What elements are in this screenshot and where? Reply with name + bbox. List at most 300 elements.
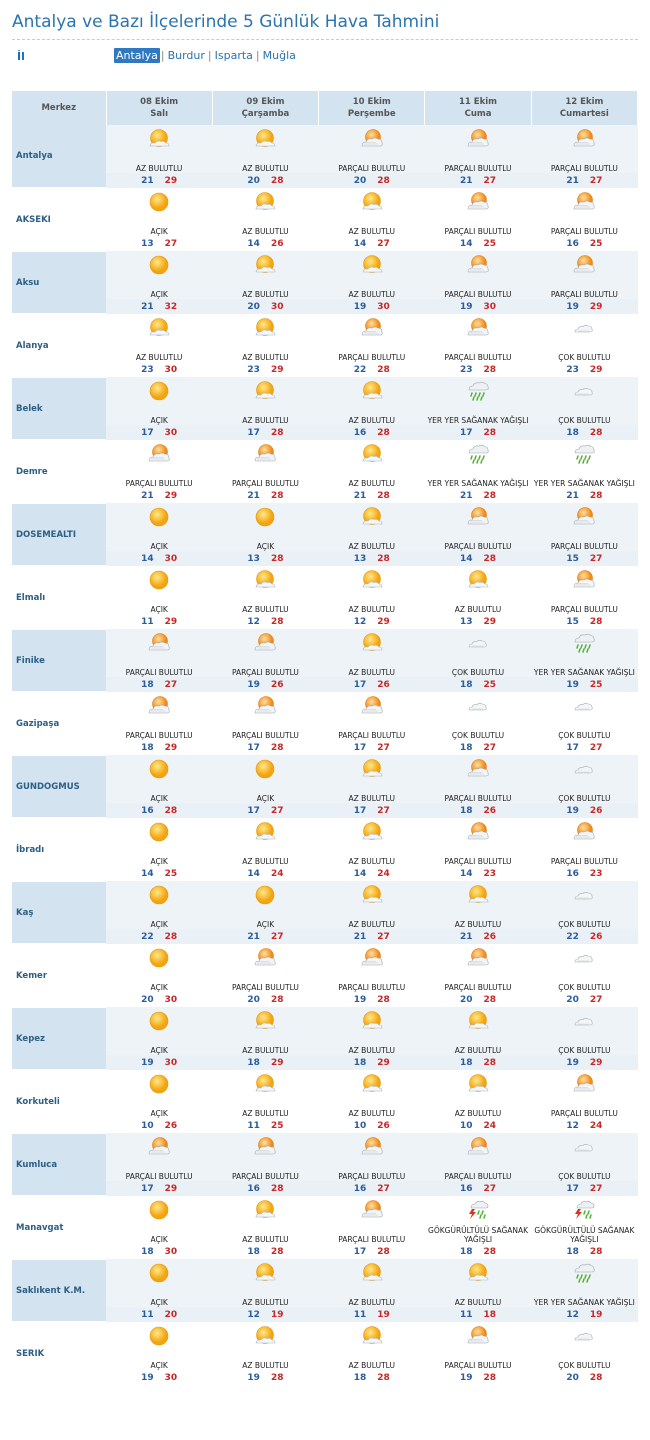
partly-sun-icon xyxy=(106,314,212,342)
forecast-table xyxy=(12,91,638,1386)
cloud-icon xyxy=(531,314,637,342)
city-name: Antalya xyxy=(12,125,106,188)
header-day xyxy=(531,91,637,125)
table-row xyxy=(12,503,638,566)
max-temp: 28 xyxy=(377,364,390,375)
partly-sun-icon xyxy=(106,125,212,153)
min-temp: 18 xyxy=(460,679,473,690)
header-day xyxy=(319,91,425,125)
max-temp: 29 xyxy=(164,175,178,186)
forecast-cell xyxy=(319,1133,425,1196)
forecast-cell xyxy=(531,377,637,440)
condition-text: AÇIK xyxy=(256,794,275,803)
max-temp: 29 xyxy=(377,1057,390,1068)
condition-text: AZ BULUTLU xyxy=(348,416,395,425)
max-temp: 30 xyxy=(164,1372,178,1383)
cloud-sun-icon xyxy=(106,692,212,720)
province-link-isparta[interactable]: Isparta xyxy=(214,49,253,62)
forecast-cell xyxy=(531,440,637,503)
condition-text: PARÇALI BULUTLU xyxy=(550,605,618,614)
min-temp: 12 xyxy=(247,1309,260,1320)
max-temp: 25 xyxy=(589,679,603,690)
city-name: Finike xyxy=(12,629,106,692)
condition-text: AZ BULUTLU xyxy=(242,1298,289,1307)
cloud-sun-icon xyxy=(319,1196,425,1224)
header-date: 11 Ekim xyxy=(459,97,498,107)
min-temp: 19 xyxy=(141,1372,154,1383)
condition-text: PARÇALI BULUTLU xyxy=(125,668,193,677)
min-temp: 22 xyxy=(141,931,154,942)
condition-text: AZ BULUTLU xyxy=(454,1298,502,1307)
condition-text: PARÇALI BULUTLU xyxy=(231,731,299,740)
condition-text: PARÇALI BULUTLU xyxy=(444,794,512,803)
forecast-cell xyxy=(106,1322,212,1385)
condition-text: AÇIK xyxy=(150,920,168,929)
city-name: Aksu xyxy=(12,251,106,314)
condition-text: PARÇALI BULUTLU xyxy=(550,857,618,866)
cloud-icon xyxy=(531,881,637,909)
city-name: Demre xyxy=(12,440,106,503)
province-link-mugla[interactable]: Muğla xyxy=(262,49,296,62)
condition-text: AÇIK xyxy=(150,227,168,236)
condition-text: AZ BULUTLU xyxy=(242,1361,289,1370)
sun-icon xyxy=(212,503,318,531)
forecast-cell xyxy=(425,125,531,188)
condition-text: AZ BULUTLU xyxy=(135,353,183,362)
min-temp: 20 xyxy=(353,175,367,186)
condition-text: YER YER SAĞANAK YAĞIŞLI xyxy=(427,416,529,425)
sun-icon xyxy=(106,1259,212,1287)
forecast-cell xyxy=(319,818,425,881)
max-temp: 32 xyxy=(164,301,178,312)
min-temp: 23 xyxy=(566,364,579,375)
table-row xyxy=(12,1259,638,1322)
province-separator: | xyxy=(207,49,212,62)
partly-sun-icon xyxy=(212,1070,318,1098)
partly-sun-icon xyxy=(319,440,425,468)
min-temp: 14 xyxy=(141,868,154,879)
forecast-cell xyxy=(531,818,637,881)
sun-icon xyxy=(212,755,318,783)
table-row xyxy=(12,440,638,503)
table-row xyxy=(12,1196,638,1259)
condition-text: AZ BULUTLU xyxy=(242,1235,289,1244)
condition-text: AZ BULUTLU xyxy=(242,227,289,236)
condition-text: PARÇALI BULUTLU xyxy=(125,1172,193,1181)
max-temp: 23 xyxy=(483,868,497,879)
city-name: Alanya xyxy=(12,314,106,377)
thunderstorm-icon xyxy=(531,1196,637,1224)
condition-text: AZ BULUTLU xyxy=(135,164,183,173)
min-temp: 18 xyxy=(460,742,473,753)
province-separator: | xyxy=(255,49,260,62)
condition-text: YER YER SAĞANAK YAĞIŞLI xyxy=(533,668,635,677)
min-temp: 10 xyxy=(141,1120,154,1131)
condition-text: AÇIK xyxy=(150,1109,168,1118)
condition-text: ÇOK BULUTLU xyxy=(558,731,611,740)
forecast-cell xyxy=(425,1133,531,1196)
max-temp: 29 xyxy=(270,1057,284,1068)
max-temp: 18 xyxy=(483,1309,497,1320)
rain-icon xyxy=(425,440,531,468)
forecast-cell xyxy=(425,1070,531,1133)
forecast-cell xyxy=(531,1322,637,1385)
min-temp: 21 xyxy=(141,490,154,501)
condition-text: AZ BULUTLU xyxy=(242,857,289,866)
condition-text: AZ BULUTLU xyxy=(454,605,502,614)
max-temp: 27 xyxy=(483,175,497,186)
max-temp: 27 xyxy=(164,679,178,690)
city-name: Korkuteli xyxy=(12,1070,106,1133)
city-name: İbradı xyxy=(12,818,106,881)
sun-icon xyxy=(106,188,212,216)
condition-text: PARÇALI BULUTLU xyxy=(444,290,512,299)
max-temp: 29 xyxy=(164,742,178,753)
max-temp: 24 xyxy=(377,868,390,879)
forecast-cell xyxy=(212,881,318,944)
table-row xyxy=(12,1133,638,1196)
city-name: Manavgat xyxy=(12,1196,106,1259)
condition-text: AZ BULUTLU xyxy=(242,290,289,299)
province-separator: | xyxy=(160,49,165,62)
table-header-row xyxy=(12,91,638,125)
page-title: Antalya ve Bazı İlçelerinde 5 Günlük Hava Tahmini xyxy=(12,12,440,32)
forecast-cell xyxy=(106,944,212,1007)
max-temp: 29 xyxy=(164,616,178,627)
min-temp: 18 xyxy=(460,805,473,816)
table-row xyxy=(12,881,638,944)
max-temp: 29 xyxy=(483,616,497,627)
max-temp: 28 xyxy=(589,427,603,438)
rain-icon xyxy=(531,440,637,468)
forecast-cell xyxy=(212,314,318,377)
table-row xyxy=(12,755,638,818)
forecast-cell xyxy=(531,881,637,944)
forecast-cell xyxy=(531,503,637,566)
max-temp: 27 xyxy=(164,238,178,249)
sun-icon xyxy=(106,251,212,279)
forecast-cell xyxy=(425,377,531,440)
forecast-cell xyxy=(212,944,318,1007)
condition-text: ÇOK BULUTLU xyxy=(558,1046,611,1055)
min-temp: 14 xyxy=(460,238,473,249)
forecast-cell xyxy=(319,314,425,377)
partly-sun-icon xyxy=(212,188,318,216)
cloud-icon xyxy=(531,692,637,720)
forecast-cell xyxy=(425,1007,531,1070)
forecast-cell xyxy=(319,944,425,1007)
cloud-sun-icon xyxy=(531,818,637,846)
sun-icon xyxy=(106,1322,212,1350)
partly-sun-icon xyxy=(319,818,425,846)
condition-text: ÇOK BULUTLU xyxy=(558,416,611,425)
condition-text: AZ BULUTLU xyxy=(242,1109,289,1118)
partly-sun-icon xyxy=(212,566,318,594)
condition-text: PARÇALI BULUTLU xyxy=(444,857,512,866)
forecast-cell xyxy=(212,1070,318,1133)
condition-text: PARÇALI BULUTLU xyxy=(444,353,512,362)
max-temp: 28 xyxy=(589,490,603,501)
condition-text: PARÇALI BULUTLU xyxy=(231,983,299,992)
header-weekday: Perşembe xyxy=(347,109,396,119)
city-name: GUNDOGMUS xyxy=(12,755,106,818)
min-temp: 12 xyxy=(247,616,260,627)
max-temp: 29 xyxy=(589,364,603,375)
forecast-cell xyxy=(212,818,318,881)
sun-icon xyxy=(106,881,212,909)
min-temp: 14 xyxy=(247,238,260,249)
cloud-sun-icon xyxy=(319,1133,425,1161)
partly-sun-icon xyxy=(425,1070,531,1098)
condition-text: PARÇALI BULUTLU xyxy=(231,668,299,677)
min-temp: 11 xyxy=(141,616,154,627)
city-name: Gazipaşa xyxy=(12,692,106,755)
min-temp: 18 xyxy=(566,427,579,438)
forecast-cell xyxy=(425,629,531,692)
city-name: DOSEMEALTI xyxy=(12,503,106,566)
cloud-icon xyxy=(531,1322,637,1350)
forecast-cell xyxy=(425,1196,531,1259)
max-temp: 25 xyxy=(270,1120,284,1131)
sun-icon xyxy=(106,1196,212,1224)
condition-text: ÇOK BULUTLU xyxy=(558,794,611,803)
forecast-cell xyxy=(319,629,425,692)
condition-text: AZ BULUTLU xyxy=(242,416,289,425)
condition-text: PARÇALI BULUTLU xyxy=(125,731,193,740)
cloud-sun-icon xyxy=(531,566,637,594)
sun-icon xyxy=(212,881,318,909)
max-temp: 30 xyxy=(483,301,497,312)
max-temp: 26 xyxy=(377,679,390,690)
cloud-sun-icon xyxy=(531,1070,637,1098)
min-temp: 13 xyxy=(460,616,473,627)
forecast-cell xyxy=(425,755,531,818)
forecast-cell xyxy=(106,125,212,188)
min-temp: 20 xyxy=(566,994,579,1005)
forecast-cell xyxy=(425,881,531,944)
forecast-cell xyxy=(531,692,637,755)
condition-text: PARÇALI BULUTLU xyxy=(338,731,406,740)
condition-text: PARÇALI BULUTLU xyxy=(444,164,512,173)
max-temp: 26 xyxy=(270,679,284,690)
forecast-cell xyxy=(106,755,212,818)
forecast-cell xyxy=(319,125,425,188)
min-temp: 21 xyxy=(353,931,367,942)
min-temp: 19 xyxy=(247,1372,260,1383)
cloud-sun-icon xyxy=(106,440,212,468)
min-temp: 16 xyxy=(141,805,154,816)
max-temp: 19 xyxy=(270,1309,284,1320)
max-temp: 28 xyxy=(377,427,390,438)
max-temp: 30 xyxy=(164,427,178,438)
forecast-cell xyxy=(531,629,637,692)
partly-sun-icon xyxy=(212,1259,318,1287)
min-temp: 21 xyxy=(353,490,367,501)
forecast-cell xyxy=(319,1196,425,1259)
min-temp: 19 xyxy=(353,994,367,1005)
forecast-cell xyxy=(106,566,212,629)
min-temp: 22 xyxy=(353,364,367,375)
table-row xyxy=(12,251,638,314)
condition-text: AZ BULUTLU xyxy=(348,290,395,299)
min-temp: 17 xyxy=(353,742,367,753)
forecast-cell xyxy=(106,1196,212,1259)
max-temp: 28 xyxy=(270,1372,284,1383)
forecast-cell xyxy=(106,251,212,314)
condition-text: YER YER SAĞANAK YAĞIŞLI xyxy=(427,479,529,488)
max-temp: 19 xyxy=(589,1309,603,1320)
min-temp: 14 xyxy=(353,868,367,879)
cloud-sun-icon xyxy=(319,944,425,972)
max-temp: 28 xyxy=(483,364,497,375)
condition-text: AÇIK xyxy=(150,542,168,551)
min-temp: 19 xyxy=(141,1057,154,1068)
forecast-cell xyxy=(106,314,212,377)
max-temp: 26 xyxy=(589,931,603,942)
min-temp: 19 xyxy=(460,1372,473,1383)
condition-text: PARÇALI BULUTLU xyxy=(338,1172,406,1181)
table-row xyxy=(12,1007,638,1070)
cloud-sun-icon xyxy=(106,629,212,657)
condition-text: AZ BULUTLU xyxy=(348,920,395,929)
condition-text: AZ BULUTLU xyxy=(348,605,395,614)
condition-text: ÇOK BULUTLU xyxy=(558,1172,611,1181)
min-temp: 12 xyxy=(566,1309,579,1320)
header-weekday: Salı xyxy=(150,109,168,119)
min-temp: 10 xyxy=(353,1120,367,1131)
condition-text: PARÇALI BULUTLU xyxy=(444,983,512,992)
max-temp: 28 xyxy=(483,1057,497,1068)
max-temp: 28 xyxy=(483,490,497,501)
min-temp: 16 xyxy=(460,1183,473,1194)
cloud-sun-icon xyxy=(425,1322,531,1350)
min-temp: 18 xyxy=(353,1057,367,1068)
max-temp: 27 xyxy=(589,175,603,186)
min-temp: 18 xyxy=(141,679,154,690)
forecast-cell xyxy=(531,755,637,818)
rain-icon xyxy=(531,1259,637,1287)
forecast-cell xyxy=(106,1070,212,1133)
condition-text: GÖKGÜRÜLTÜLÜ SAĞANAK YAĞIŞLI xyxy=(428,1226,529,1244)
condition-text: YER YER SAĞANAK YAĞIŞLI xyxy=(533,479,635,488)
forecast-cell xyxy=(531,1196,637,1259)
forecast-cell xyxy=(319,1322,425,1385)
title-divider xyxy=(12,39,638,40)
forecast-cell xyxy=(425,440,531,503)
max-temp: 28 xyxy=(377,1246,390,1257)
province-link-antalya[interactable]: Antalya xyxy=(116,49,158,62)
min-temp: 20 xyxy=(247,175,260,186)
condition-text: ÇOK BULUTLU xyxy=(451,668,505,677)
min-temp: 21 xyxy=(566,175,579,186)
min-temp: 17 xyxy=(566,742,579,753)
cloud-icon xyxy=(531,755,637,783)
condition-text: AZ BULUTLU xyxy=(454,1109,502,1118)
forecast-cell xyxy=(319,881,425,944)
min-temp: 19 xyxy=(247,679,260,690)
forecast-cell xyxy=(531,1259,637,1322)
forecast-cell xyxy=(212,1196,318,1259)
forecast-cell xyxy=(425,818,531,881)
city-name: SERIK xyxy=(12,1322,106,1385)
forecast-cell xyxy=(212,251,318,314)
max-temp: 28 xyxy=(483,427,497,438)
condition-text: AÇIK xyxy=(150,983,168,992)
forecast-cell xyxy=(425,188,531,251)
forecast-cell xyxy=(106,1259,212,1322)
max-temp: 28 xyxy=(270,1246,284,1257)
max-temp: 29 xyxy=(377,616,390,627)
max-temp: 28 xyxy=(483,1246,497,1257)
condition-text: AZ BULUTLU xyxy=(348,857,395,866)
min-temp: 11 xyxy=(247,1120,260,1131)
min-temp: 16 xyxy=(353,427,367,438)
condition-text: PARÇALI BULUTLU xyxy=(338,164,406,173)
forecast-cell xyxy=(425,314,531,377)
condition-text: ÇOK BULUTLU xyxy=(451,731,505,740)
forecast-cell xyxy=(425,1322,531,1385)
forecast-cell xyxy=(106,1133,212,1196)
cloud-icon xyxy=(531,377,637,405)
min-temp: 12 xyxy=(353,616,367,627)
max-temp: 28 xyxy=(270,553,284,564)
condition-text: AÇIK xyxy=(150,1298,168,1307)
sun-icon xyxy=(106,377,212,405)
forecast-cell xyxy=(212,188,318,251)
forecast-cell xyxy=(106,1007,212,1070)
max-temp: 27 xyxy=(270,931,284,942)
condition-text: PARÇALI BULUTLU xyxy=(550,542,618,551)
max-temp: 26 xyxy=(270,238,284,249)
condition-text: AÇIK xyxy=(150,794,168,803)
forecast-cell xyxy=(106,818,212,881)
min-temp: 11 xyxy=(460,1309,473,1320)
forecast-cell xyxy=(212,1007,318,1070)
min-temp: 15 xyxy=(566,553,579,564)
min-temp: 17 xyxy=(247,427,260,438)
cloud-sun-icon xyxy=(425,818,531,846)
max-temp: 28 xyxy=(377,490,390,501)
condition-text: AÇIK xyxy=(256,542,275,551)
partly-sun-icon xyxy=(319,188,425,216)
condition-text: PARÇALI BULUTLU xyxy=(550,164,618,173)
condition-text: AZ BULUTLU xyxy=(348,1298,395,1307)
province-label: İl xyxy=(17,50,25,63)
max-temp: 28 xyxy=(377,994,390,1005)
condition-text: PARÇALI BULUTLU xyxy=(231,479,299,488)
cloud-sun-icon xyxy=(425,314,531,342)
max-temp: 27 xyxy=(589,994,603,1005)
min-temp: 11 xyxy=(353,1309,367,1320)
partly-sun-icon xyxy=(319,377,425,405)
condition-text: ÇOK BULUTLU xyxy=(558,1361,611,1370)
forecast-cell xyxy=(106,188,212,251)
partly-sun-icon xyxy=(319,1259,425,1287)
min-temp: 20 xyxy=(460,994,473,1005)
condition-text: PARÇALI BULUTLU xyxy=(444,227,512,236)
max-temp: 28 xyxy=(270,742,284,753)
max-temp: 26 xyxy=(483,805,497,816)
province-link-burdur[interactable]: Burdur xyxy=(167,49,205,62)
max-temp: 25 xyxy=(164,868,178,879)
max-temp: 27 xyxy=(377,931,390,942)
header-day xyxy=(212,91,318,125)
min-temp: 13 xyxy=(247,553,260,564)
cloud-sun-icon xyxy=(212,629,318,657)
cloud-sun-icon xyxy=(531,503,637,531)
max-temp: 28 xyxy=(377,553,390,564)
forecast-cell xyxy=(531,125,637,188)
